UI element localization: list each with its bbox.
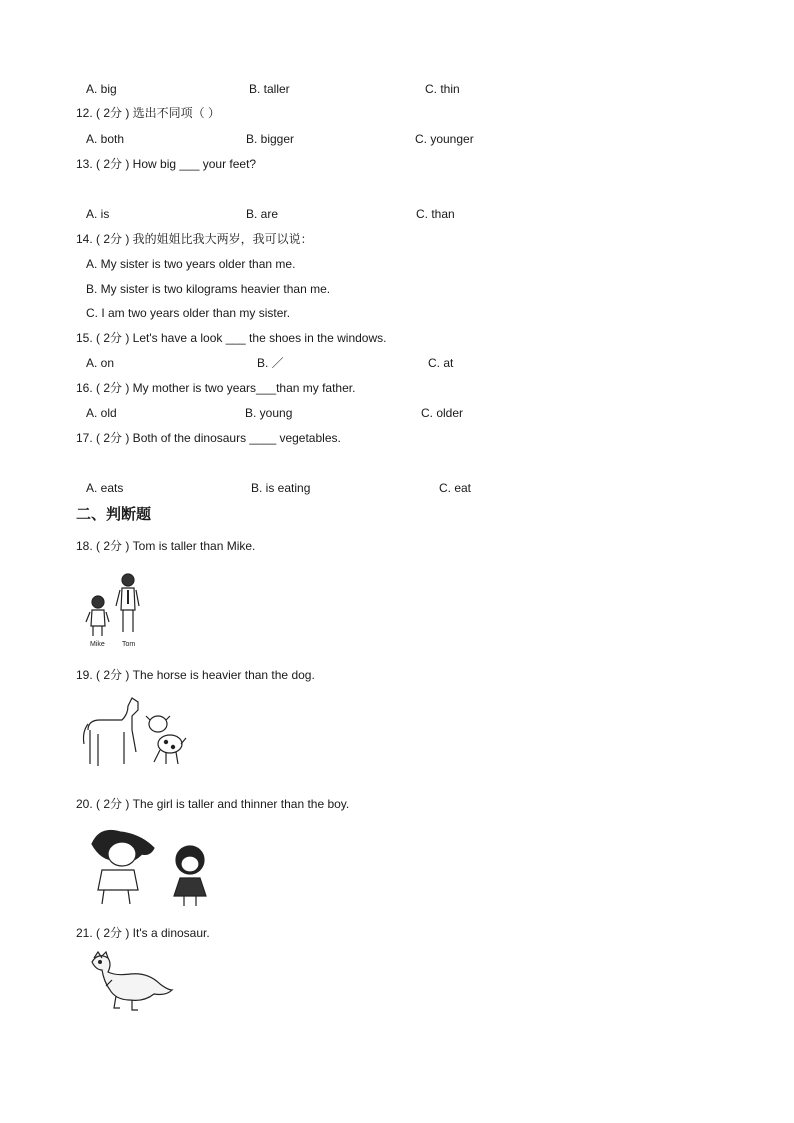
q21-picture-dinosaur: [86, 950, 176, 1012]
q15-option-b: B. ／: [257, 356, 284, 370]
q14-option-a: A. My sister is two years older than me.: [86, 257, 296, 271]
q15-option-c: C. at: [428, 356, 454, 370]
q14-option-b: B. My sister is two kilograms heavier than me.: [86, 282, 331, 296]
q19-stem: 19. ( 2分 ) The horse is heavier than the dog.: [76, 668, 315, 682]
tom-label: Tom: [122, 641, 136, 648]
q16-option-b: B. young: [245, 406, 293, 420]
q19-picture-horse-dog: [80, 694, 190, 772]
q16-stem: 16. ( 2分 ) My mother is two years___than my father.: [76, 381, 356, 395]
q12-option-b: B. bigger: [246, 132, 295, 146]
mike-label: Mike: [90, 641, 105, 648]
q17-option-a: A. eats: [86, 481, 124, 495]
q13-option-b: B. are: [246, 207, 279, 221]
q11-option-c: C. thin: [425, 82, 460, 96]
q13-option-c: C. than: [416, 207, 455, 221]
q16-option-a: A. old: [86, 406, 117, 420]
q12-option-c: C. younger: [415, 132, 474, 146]
q14-option-c: C. I am two years older than my sister.: [86, 306, 291, 320]
q11-option-a: A. big: [86, 82, 117, 96]
q20-stem: 20. ( 2分 ) The girl is taller and thinner than the boy.: [76, 797, 350, 811]
q12-option-a: A. both: [86, 132, 125, 146]
q15-stem: 15. ( 2分 ) Let's have a look ___ the shoes in the windows.: [76, 331, 387, 345]
q14-stem: 14. ( 2分 ) 我的姐姐比我大两岁，我可以说：: [76, 232, 313, 246]
q20-picture-boy-girl: [80, 826, 230, 910]
section-title-judgement: 二、判断题: [76, 505, 152, 523]
q21-stem: 21. ( 2分 ) It's a dinosaur.: [76, 926, 210, 940]
q13-option-a: A. is: [86, 207, 110, 221]
q18-picture-mike-tom: [82, 570, 152, 650]
q17-option-b: B. is eating: [251, 481, 311, 495]
q15-option-a: A. on: [86, 356, 115, 370]
q12-stem: 12. ( 2分 ) 选出不同项（ ）: [76, 106, 221, 120]
q16-option-c: C. older: [421, 406, 464, 420]
q17-option-c: C. eat: [439, 481, 472, 495]
q18-stem: 18. ( 2分 ) Tom is taller than Mike.: [76, 539, 256, 553]
q13-stem: 13. ( 2分 ) How big ___ your feet?: [76, 157, 257, 171]
q17-stem: 17. ( 2分 ) Both of the dinosaurs ____ vegetables.: [76, 431, 341, 445]
q11-option-b: B. taller: [249, 82, 290, 96]
